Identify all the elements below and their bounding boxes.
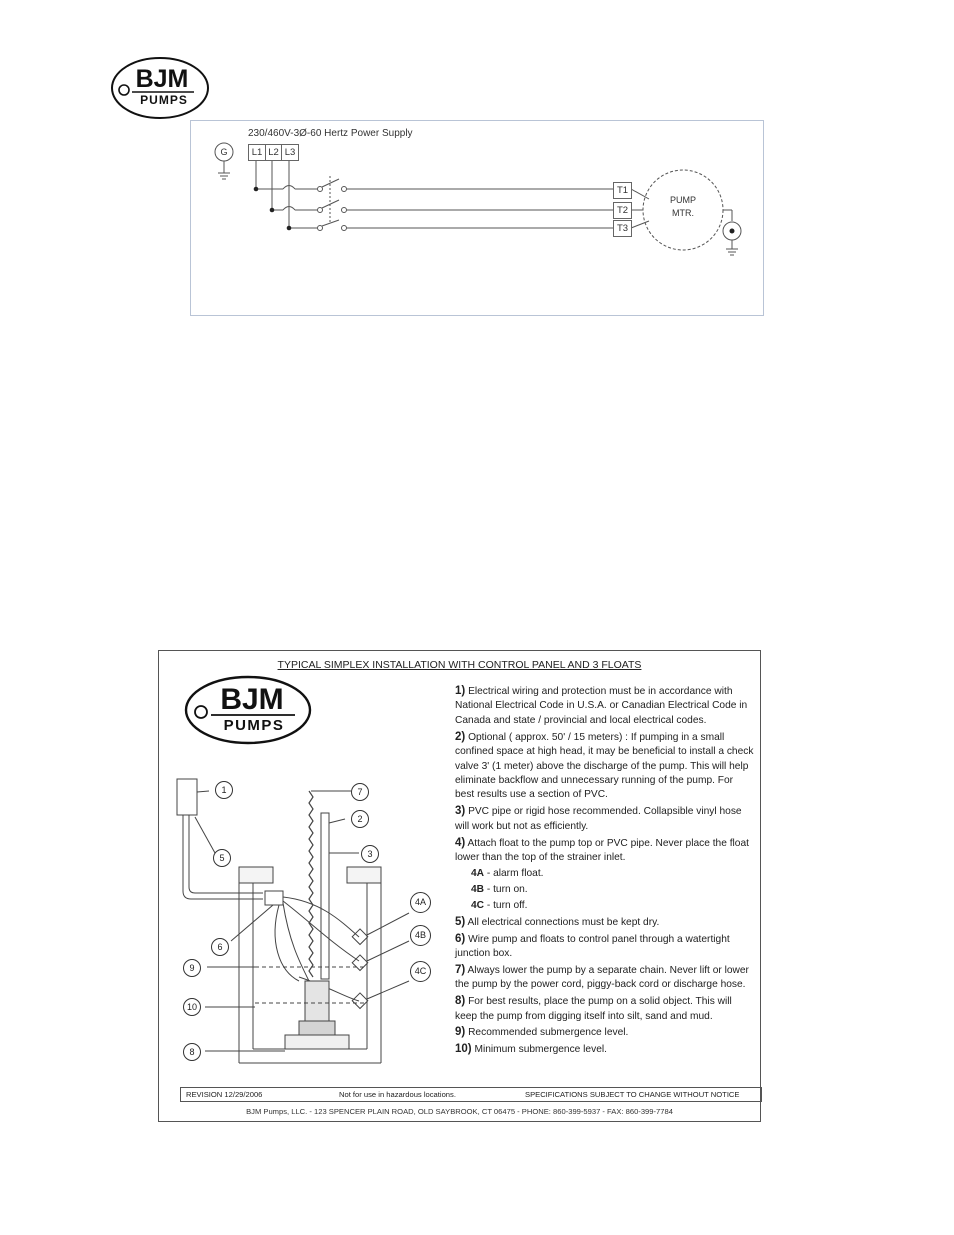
logo-bottom-word: PUMPS [223,717,285,734]
note-3: 3) PVC pipe or rigid hose recommended. Collapsible vinyl hose will work but not as efficiently. [455,805,742,832]
callout-5: 5 [213,849,231,867]
company-address: BJM Pumps, LLC. - 123 SPENCER PLAIN ROAD, OLD SAYBROOK, CT 06475 - PHONE: 860-399-5937 - FAX: 860-399-7784 [246,1107,673,1116]
logo-top-word: BJM [135,65,189,93]
installation-notes [455,684,755,1059]
line-l2: L2 [265,144,282,161]
note-4c: 4C - turn off. [471,899,528,911]
installation-title: TYPICAL SIMPLEX INSTALLATION WITH CONTROL PANEL AND 3 FLOATS [277,659,642,671]
note-4a: 4A - alarm float. [471,867,544,879]
callout-10: 10 [183,998,201,1016]
line-l1: L1 [248,144,266,161]
motor-label-line2: MTR. [672,208,694,218]
motor-label-line1: PUMP [669,195,696,205]
power-supply-label: 230/460V-3Ø-60 Hertz Power Supply [248,128,413,139]
terminal-t3: T3 [613,220,632,237]
callout-2: 2 [351,810,369,828]
terminal-t2: T2 [613,202,632,219]
callout-4a: 4A [410,892,431,913]
note-5: 5) All electrical connections must be kept dry. [455,915,660,928]
callout-4c: 4C [410,961,431,982]
callout-8: 8 [183,1043,201,1061]
callout-1: 1 [215,781,233,799]
note-6: 6) Wire pump and floats to control panel through a watertight junction box. [455,932,730,959]
note-9: 9) Recommended submergence level. [455,1026,629,1039]
wiring-diagram [190,120,764,316]
note-4b: 4B - turn on. [471,883,528,895]
callout-3: 3 [361,845,379,863]
line-l3: L3 [281,144,299,161]
note-8: 8) For best results, place the pump on a solid object. This will keep the pump from digging itself into silt, sand and mud. [455,995,732,1022]
installation-sheet [158,650,761,1122]
revision-label: REVISION 12/29/2006 [186,1090,263,1099]
logo-bottom-word: PUMPS [140,93,188,107]
hazard-note: Not for use in hazardous locations. [339,1090,456,1099]
ground-label: G [220,147,228,157]
logo-top-word: BJM [220,683,284,716]
note-10: 10) Minimum submergence level. [455,1043,607,1056]
footer-bar [180,1087,762,1102]
terminal-t1: T1 [613,182,632,199]
callout-9: 9 [183,959,201,977]
spec-notice: SPECIFICATIONS SUBJECT TO CHANGE WITHOUT NOTICE [525,1090,740,1099]
callout-7: 7 [351,783,369,801]
note-1: 1) Electrical wiring and protection must be in accordance with National Electrical Code in U.S.A. or Canadian Electrical Code in Canada and state / provincial and local electrical codes. [455,685,748,726]
callout-4b: 4B [410,925,431,946]
note-2: 2) Optional ( approx. 50' / 15 meters) : If pumping in a small confined space at high head, it may be beneficial to install a check valve 3' (1 meter) above the discharge of the pump. This will help eliminate backflow and unnecessary running of the pump. For best results use a section of PVC. [455,730,754,801]
note-4: 4) Attach float to the pump top or PVC pipe. Never place the float lower than the top of the strainer inlet. [455,836,749,863]
callout-6: 6 [211,938,229,956]
note-7: 7) Always lower the pump by a separate chain. Never lift or lower the pump by the power cord, piggy-back cord or discharge hose. [455,963,749,991]
bjm-pumps-logo [110,56,210,120]
